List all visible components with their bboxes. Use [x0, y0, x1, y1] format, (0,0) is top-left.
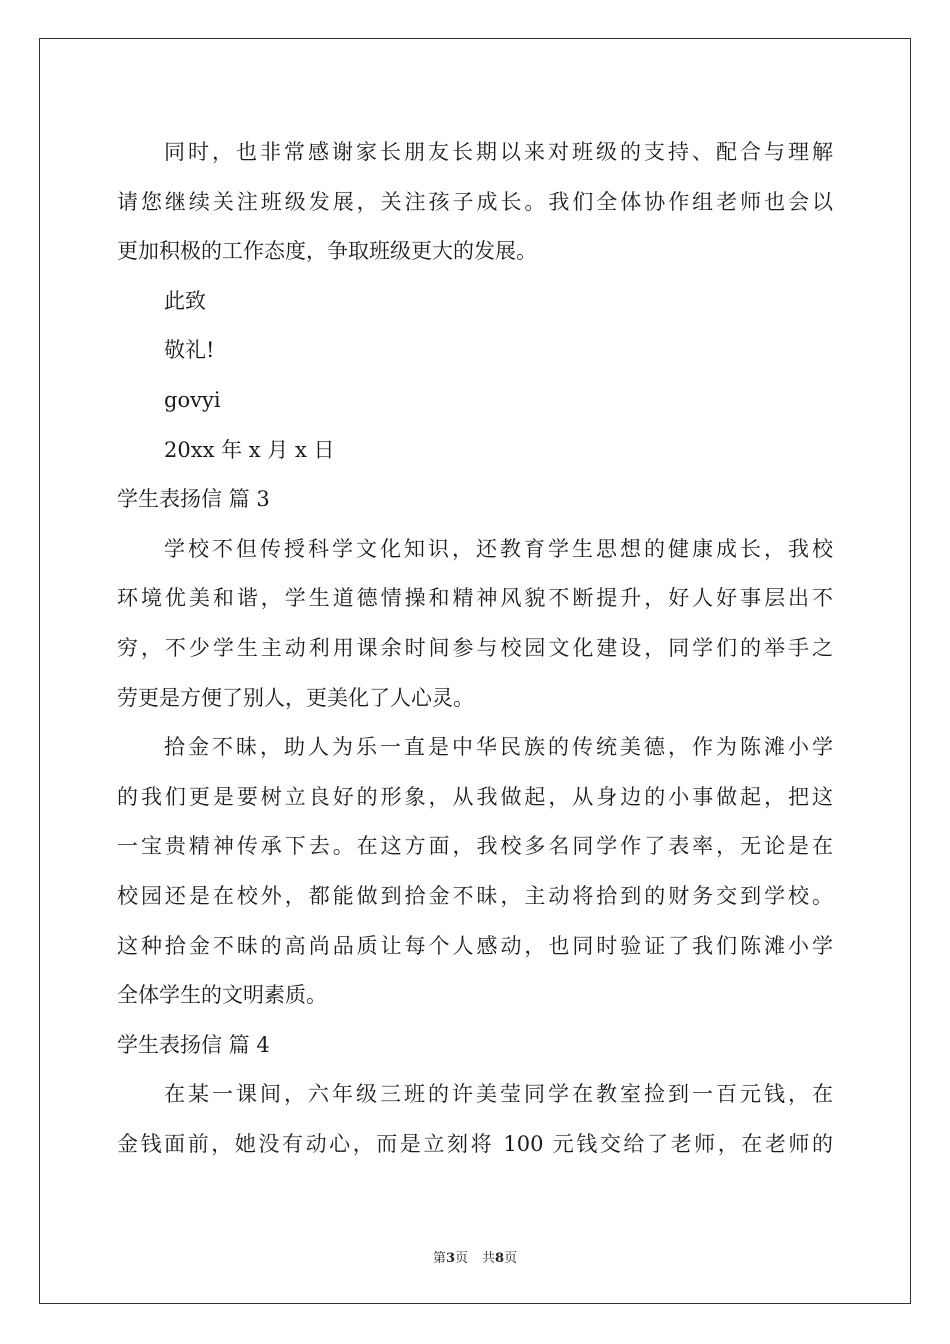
paragraph-line: 的我们更是要树立良好的形象，从我做起，从身边的小事做起，把这	[117, 784, 833, 809]
total-pages-suffix: 页	[504, 1251, 518, 1266]
closing-salutation: 此致	[164, 288, 206, 313]
section-heading-4: 学生表扬信 篇 4	[117, 1032, 270, 1057]
paragraph-line: 穷，不少学生主动利用课余时间参与校园文化建设，同学们的举手之	[117, 635, 833, 660]
document-body	[117, 128, 833, 1169]
total-pages-number: 8	[495, 1251, 505, 1266]
paragraph-line: 劳更是方便了别人，更美化了人心灵。	[117, 685, 474, 710]
page-number-prefix: 第	[432, 1251, 446, 1266]
paragraph-line: 环境优美和谐，学生道德情操和精神风貌不断提升，好人好事层出不	[117, 586, 833, 611]
signature-name: govyi	[164, 387, 221, 412]
paragraph-line: 一宝贵精神传承下去。在这方面，我校多名同学作了表率，无论是在	[117, 834, 833, 859]
paragraph-line: 在某一课间，六年级三班的许美莹同学在教室捡到一百元钱，在	[164, 1082, 833, 1107]
paragraph-line: 请您继续关注班级发展，关注孩子成长。我们全体协作组老师也会以	[117, 189, 833, 214]
paragraph-line: 同时，也非常感谢家长朋友长期以来对班级的支持、配合与理解	[164, 140, 833, 164]
paragraph-line: 更加积极的工作态度，争取班级更大的发展。	[117, 239, 537, 264]
section-heading-3: 学生表扬信 篇 3	[117, 487, 270, 512]
paragraph-line: 校园还是在校外，都能做到拾金不昧，主动将拾到的财务交到学校。	[117, 883, 833, 908]
paragraph-line: 拾金不昧，助人为乐一直是中华民族的传统美德，作为陈滩小学	[164, 735, 833, 760]
page-footer	[0, 1247, 950, 1266]
signature-date: 20xx 年 x 月 x 日	[164, 437, 335, 462]
paragraph-line: 这种拾金不昧的高尚品质让每个人感动，也同时验证了我们陈滩小学	[117, 933, 833, 958]
paragraph-line: 全体学生的文明素质。	[117, 983, 327, 1008]
paragraph-line: 金钱面前，她没有动心，而是立刻将 100 元钱交给了老师，在老师的	[117, 1131, 833, 1156]
closing-regards: 敬礼!	[164, 338, 215, 363]
current-page-number: 3	[445, 1251, 455, 1266]
paragraph-line: 学校不但传授科学文化知识，还教育学生思想的健康成长，我校	[164, 536, 833, 561]
page-number-suffix: 页	[454, 1251, 468, 1266]
total-pages-prefix: 共	[482, 1251, 496, 1266]
